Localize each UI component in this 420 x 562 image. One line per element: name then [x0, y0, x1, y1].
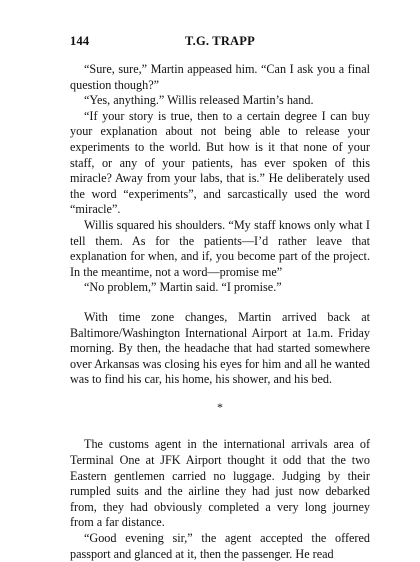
- book-page: [70, 34, 370, 562]
- paragraph: “Good evening sir,” the agent accepted the offered passport and glanced at it, then the passenger. He read: [70, 531, 370, 561]
- body-text: [70, 62, 370, 562]
- scene-break-asterisk: *: [217, 399, 223, 414]
- paragraph: “Sure, sure,” Martin appeased him. “Can I ask you a final question though?”: [70, 62, 370, 92]
- page-number: 144: [70, 34, 90, 48]
- paragraph: The customs agent in the international arrivals area of Terminal One at JFK Airport thought it odd that the two Eastern gentlemen carried no luggage. Judging by their rumpled suits and the airline they had just now debarked from, they had obviously completed a very long journey from a far distance.: [70, 437, 370, 530]
- paragraph: With time zone changes, Martin arrived back at Baltimore/Washington International Airport at 1a.m. Friday morning. By then, the headache that had started somewhere over Arkansas was closing his eyes for him and all he wanted was to find his car, his home, his shower, and his bed.: [70, 309, 370, 387]
- paragraph: “If your story is true, then to a certain degree I can buy your explanation about not being able to release your experiments to the world. But how is it that none of your staff, or any of your patients, has ever spoken of this miracle? Away from your labs, that is.” He deliberately used the word “experiments”, and sarcastically used the word “miracle”.: [70, 108, 370, 217]
- section-gap: [70, 296, 370, 310]
- running-title: T.G. TRAPP: [185, 34, 255, 48]
- page-header: [70, 34, 370, 50]
- paragraph: Willis squared his shoulders. “My staff knows only what I tell them. As for the patients—I’d rather leave that explanation for when, and if, you become part of the project. In the meantime, not a word—promise me”: [70, 217, 370, 279]
- paragraph: “No problem,” Martin said. “I promise.”: [84, 280, 282, 295]
- paragraph: “Yes, anything.” Willis released Martin’s hand.: [84, 93, 314, 108]
